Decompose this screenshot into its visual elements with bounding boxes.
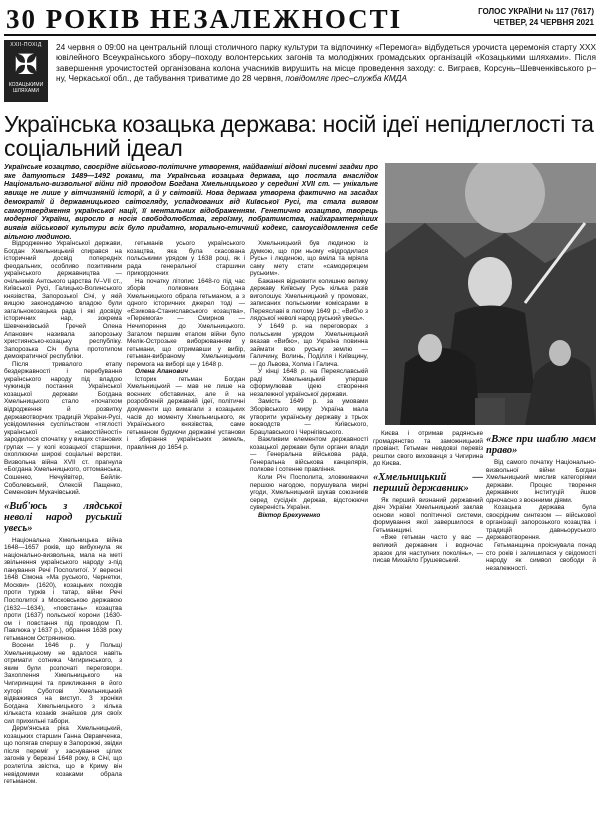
paragraph: Після тривалого етапу бездержавності і перебування українського народу під владою чужинців постання Української козацької держави Богдана Хмельницького стало «початком відродження й розвитку державотворчих традицій України-Русі, усвідомлення суспільством «тяглості української «самостійності» зародилося спочатку у вищих станових групах — у колі козацької старшини, охоплюючи широкі соціальні верстви. Визвольна війна XVII ст. прагнула «Богдана Хмельницького, оттоманська, Сошенко, Нечуйвітер, Бейлік-Соболевський, Олексій Пащенко, Семенович Мукачівський. — [4, 360, 122, 497]
paragraph: Козацька держава була своєрідним синтезом — військової організації запорозького козацтва і традицій давньоруського державотворення. — [486, 504, 596, 542]
issue-info — [478, 6, 594, 28]
article-photo — [385, 163, 596, 425]
announcement-text — [56, 42, 596, 83]
issue-number: ГОЛОС УКРАЇНИ № 117 (7617) — [478, 7, 594, 16]
issue-date: ЧЕТВЕР, 24 ЧЕРВНЯ 2021 — [493, 18, 594, 27]
article-headline: Українська козацька держава: носій ідеї непідлеглості та соціальний ідеал — [4, 111, 594, 161]
article-column-4 — [373, 430, 483, 825]
column-subheading: «Виб'юсь з лядської неволі народ руський увесь» — [4, 500, 122, 534]
paragraph: Києва і отримав радянське громадянство та заможницький провіант. Гетьман невдовзі перевіз рештки свого вихованця з Чигирина до Києва. — [373, 430, 483, 468]
section-title: 30 РОКІВ НЕЗАЛЕЖНОСТІ — [6, 4, 403, 34]
column-subheading: «Хмельницький — перший державник» — [373, 471, 483, 494]
announcement-body: 24 червня о 09:00 на центральній площі столичного парку культури та відпочинку «Перемога» відбудеться урочиста церемонія старту XXX ювілейного Всеукраїнського збору–походу волонтерських загонів та молодіжних громадських організацій «Козацькими шляхами». Після завершення урочистостей організована колона учасників вирушить на місце проведення заходу: с. Виграєв, Корсунь–Шевченківського р–ну, Черкаської обл., де табування триватиме до 28 червня, — [56, 42, 596, 83]
announcement — [4, 40, 596, 108]
article-column-3 — [250, 240, 368, 825]
photo-illustration — [385, 163, 596, 425]
paragraph: У 1649 р. на переговорах з польським урядом Хмельницький вказав «Вибю», що Україна повинна займати всю руську землю — Галичину, Волинь, Поділля і Київщину, — до Львова, Холма і Галича. — [250, 323, 368, 368]
paragraph: Як перший визнаний державний діяч України Хмельницький заклав основи нової політичної системи, формування якої завершилося в Гетьманщині. — [373, 496, 483, 534]
announcement-source: повідомляє прес–служба КМДА — [285, 72, 408, 83]
paragraph: Бажання відновити колишню велику державу Київську Русь кілька разів виголошує Хмельницький у промовах, записаних польськими комісарами в Переяславі в лютому 1649 р.; «Виб'ю з лядської неволі народ руський увесь». — [250, 277, 368, 323]
paragraph: Історик гетьман Богдан Хмельницький — мав не лише на воєнних обставинах, але й на розробленій державній ідеї, політичні документи що вимагали з козацьких часів до моменту Хмельницького, як Українського князівства, саме гетьманом будуючи державні установи і збирання українських земель, правління до 1654 р. — [127, 375, 245, 451]
paragraph: Від самого початку Національно-визвольної війни Богдан Хмельницький мислив категоріями держави. Процес творення державних інституцій йшов одночасно з воєнними діями. — [486, 459, 596, 504]
paragraph: Гетьманщина проіснувала понад сто років і залишилася у свідомості народу як символ свободи й незалежності. — [486, 542, 596, 572]
article-column-1 — [4, 240, 122, 825]
masthead — [4, 4, 596, 36]
logo-top-text: ХХІІ-ПОХІД — [10, 42, 42, 48]
paragraph: Восени 1646 р. у Польщі Хмельницькому не вдалося навіть отримати сотника Чигиринського, з яким були розпочаті переговори. Захоплення Хмельницького на Чигиринщині та прикликання в його хуторі Суботові Хмельницький відважився на виступ. З хроніки Богдана Хмельницького з кілька кількаста козаків знайшов для своїх сил прихильні табори. — [4, 642, 122, 725]
paragraph: На початку літопис 1648-го під час зборів полковник Богдана Хмельницького обрала гетьманом, а з одного історичних джерел тоді — «Єзикова-Станиславського козацтва», «Перемога» — Смирнов — Нечипорення до Хмельницького. Загалом першим етапом війни було Мелік-Острозьке виборюванням у гетьмани, що отримавши у вибір, гетьман-вибраному Хмельницьким перемога на виборі ще у 1648 р. — [127, 277, 245, 368]
logo-bottom-text: КОЗАЦЬКИМИ ШЛЯХАМИ — [8, 82, 44, 94]
paragraph: Важливим елементом державності козацької держави були органи влади — Генеральна військова рада, Генеральна військова канцелярія, полкове і сотенне правління. — [250, 436, 368, 474]
paragraph: гетьманів усього українського козацтва, яка була скасована польськими урядом у 1638 році, як і рада генеральної старшини прикордонних — [127, 240, 245, 278]
paragraph: Коли Річ Посполита, зловживаючи першою нагодою, порушувала мирні угоди, Хмельницький шукав союзників серед сусідніх держав, відстоюючи сувереність України. — [250, 473, 368, 512]
cross-icon: ✠ — [14, 49, 38, 80]
quote-author: Олена Апанович — [135, 368, 188, 376]
paragraph: Хмельницький був людиною із думкою, що при ньому «відродилася Русь» і людиною, що вміла та мріяла саму мету стати «самодержцем руським». — [250, 240, 368, 278]
paragraph: У кінці 1648 р. на Переяславській раді Хмельницький уперше сформулював ідею створення незалежної української держави. — [250, 368, 368, 398]
paragraph: Замість 1649 р. за умовами Зборівського миру Україна мала утворити українську державу з трьох воєводств — Київського, Брацлавського і Чернігівського. — [250, 398, 368, 436]
article-lead: Українське козацтво, своєрідне військово-політичне утворення, найдавніші відомі писемні згадки про яке датуються 1489—1492 роками, та Українська козацька держава, що постала внаслідок Національно-визвольної війни під проводом Богдана Хмельницького у середині XVII ст. — унікальне явище не лише у вітчизняній історії, а й у світовій. Нова держава утворена фактично на засадах демократії й державницького світогляду, успадкованих від Київської Русі, та стала виявом самоутвердження української нації, її ментальних відображенням. Генетично козацтво, творець модерної України, виросло в носія свободолюбства, героїзму, побратимства, найхарактерніших виявів військової культури всіх було придатно, морально-етичний кодекс, самоусвідомлення себе вільною людиною. — [4, 163, 378, 241]
quote-author: Віктор Брехуненко — [258, 511, 321, 519]
article-column-5 — [486, 430, 596, 825]
paragraph: Національна Хмельницька війна 1648—1657 років, що вибухнула як національно-визвольна, мала на меті звільнення українського народу з-під панування Речі Посполитої. У вересні 1648 Сімона «Ма руського, Чернетки, Москви» (1620), козацьких походів проти турків і татар, війни Речі Посполитої з Московською державою (1632—1634), «повстань» козацтва проти (1637) польської корони (1630-ом і повстання під проводом П. Павлюка у 1637 р.), обрання 1638 року гетьманом Остряниною. — [4, 536, 122, 642]
paragraph: Відродженню Української держави, Богдан Хмельницький спирався на історичний досвід попередніх феодальних, особливо позитивним українського державництва — очільників Антського царства IV–VII ст., Київської Русі, Галицько-Волинського князівства, Запорозької Січі, у якій вищою законодавчою владою були загальнокозацька рада і які досвіду історичних нар, зокрема Шевченківській Гречей Олена Апанович називала запорозьку християнсько-козацьку республіку. Запорозька Січ була прототипом демократичної республіки. — [4, 240, 122, 361]
paragraph: «Вже гетьман часто у вас — великий державник і водночас зразок для наступних поколінь», — писав Михайло Грушевський. — [373, 534, 483, 565]
column-subheading: «Вже при шаблю маєм право» — [486, 434, 596, 456]
paragraph: Дерм'янська ріка Хмельницький, козацьких старшин Ганна Оврамченка, що полягав спершу в Запорожжі, звідки після переміг у заснування цілих загонів у березні 1648 року, в Січі, що розлетіла звістка, що в Криму він невідомими козаками обрала гетьманом. — [4, 725, 122, 786]
article-column-2 — [127, 240, 245, 825]
kozatskymy-shliakhamy-logo — [4, 40, 48, 102]
